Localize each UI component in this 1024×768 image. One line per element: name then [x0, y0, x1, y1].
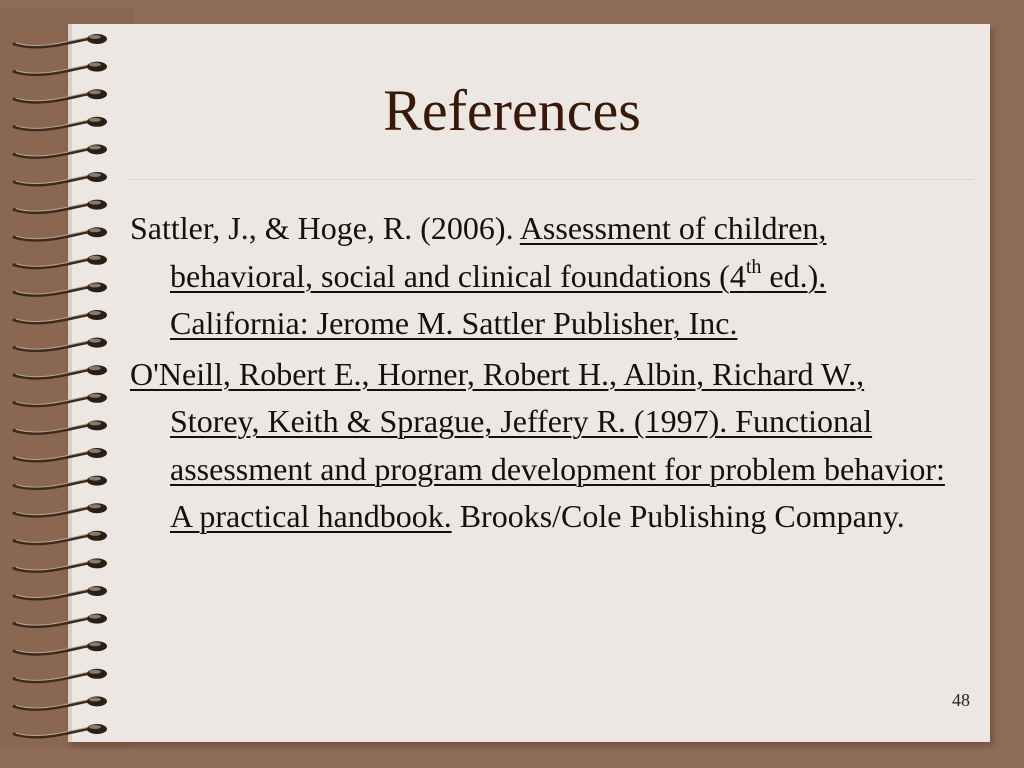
spiral-hole-highlight — [89, 615, 101, 619]
spiral-hole-highlight — [89, 504, 101, 508]
spiral-hole-highlight — [89, 559, 101, 563]
spiral-hole-highlight — [89, 587, 101, 591]
spiral-hole-highlight — [89, 311, 101, 315]
reference-list — [130, 205, 950, 544]
spiral-hole-highlight — [89, 477, 101, 481]
spiral-hole-highlight — [89, 532, 101, 536]
spiral-hole-highlight — [89, 449, 101, 453]
spiral-hole-highlight — [89, 670, 101, 674]
title-divider — [128, 179, 974, 180]
page-number: 48 — [952, 690, 970, 710]
spiral-hole-highlight — [89, 173, 101, 177]
reference-title-part: Assessment of children, behavioral, social and clinical foundations (4 — [170, 210, 827, 294]
spiral-hole-highlight — [89, 339, 101, 343]
reference-authors: Sattler, J., & Hoge, R. (2006). — [130, 210, 520, 246]
spiral-hole-highlight — [89, 366, 101, 370]
reference-item-sattler — [130, 205, 950, 348]
reference-citation: O'Neill, Robert E., Horner, Robert H., Albin, Richard W., Storey, Keith & Sprague, Jeffery R. (1997). Functional assessment and program development for problem behavior: A practical handbook. — [130, 355, 945, 534]
spiral-hole-highlight — [89, 35, 101, 39]
spiral-hole-highlight — [89, 145, 101, 149]
reference-title-part: ed.). California: Jerome M. Sattler Publisher, Inc. — [170, 257, 827, 341]
spiral-hole-highlight — [89, 725, 101, 729]
reference-publisher: Brooks/Cole Publishing Company. — [451, 498, 905, 534]
spiral-hole-highlight — [89, 63, 101, 67]
reference-item-oneill — [130, 351, 950, 541]
spiral-hole-highlight — [89, 421, 101, 425]
spiral-hole-highlight — [89, 228, 101, 232]
ordinal-superscript: th — [745, 255, 762, 278]
spiral-hole-highlight — [89, 697, 101, 701]
spiral-hole-highlight — [89, 642, 101, 646]
slide-title: References — [383, 78, 641, 143]
spiral-hole-highlight — [89, 201, 101, 205]
spiral-hole-highlight — [89, 256, 101, 260]
spiral-hole-highlight — [89, 283, 101, 287]
spiral-hole-highlight — [89, 394, 101, 398]
